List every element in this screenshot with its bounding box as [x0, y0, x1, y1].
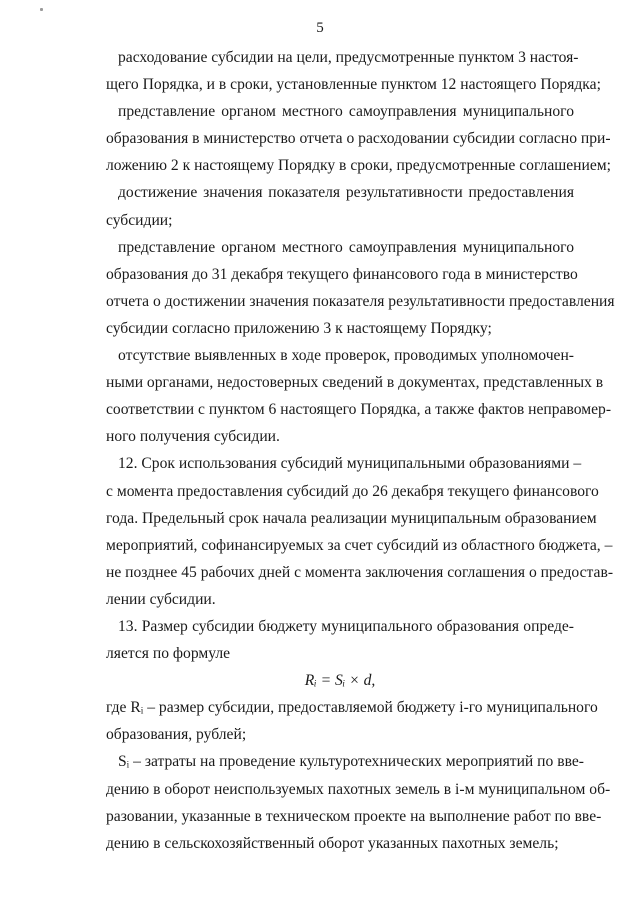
formula-line: Rᵢ = Sᵢ × d, — [304, 672, 376, 690]
text-line: разовании, указанные в техническом проекте на выполнение работ по вве- — [106, 807, 602, 825]
text-line: образования в министерство отчета о расходовании субсидии согласно при- — [106, 130, 611, 148]
text-line: ляется по формуле — [106, 645, 231, 663]
text-line: Sᵢ – затраты на проведение культуротехнических мероприятий по вве- — [118, 753, 584, 771]
text-line: представление органом местного самоуправления муниципального — [118, 238, 574, 256]
text-line: лении субсидии. — [106, 590, 216, 608]
text-line: с момента предоставления субсидий до 26 декабря текущего финансового — [106, 482, 599, 500]
text-line: отсутствие выявленных в ходе проверок, проводимых уполномочен- — [118, 347, 574, 365]
text-line: щего Порядка, и в сроки, установленные пунктом 12 настоящего Порядка; — [106, 76, 601, 94]
text-line: отчета о достижении значения показателя результативности предоставления — [106, 292, 615, 310]
text-line: дению в оборот неиспользуемых пахотных земель в i-м муниципальном об- — [106, 780, 611, 798]
text-line: субсидии согласно приложению 3 к настоящему Порядку; — [106, 319, 492, 337]
text-line: дению в сельскохозяйственный оборот указанных пахотных земель; — [106, 834, 559, 852]
text-line: не позднее 45 рабочих дней с момента заключения соглашения о предостав- — [106, 563, 614, 581]
text-line: расходование субсидии на цели, предусмотренные пунктом 3 настоя- — [118, 49, 579, 66]
text-line: 12. Срок использования субсидий муниципальными образованиями – — [118, 455, 582, 473]
scan-speck — [40, 8, 43, 11]
page-number: 5 — [316, 20, 324, 36]
text-line: года. Предельный срок начала реализации муниципальным образованием — [106, 509, 597, 527]
text-line: субсидии; — [106, 211, 173, 229]
text-line: ными органами, недостоверных сведений в документах, представленных в — [106, 374, 604, 392]
body-text — [106, 44, 615, 857]
text-line: достижение значения показателя результативности предоставления — [118, 184, 574, 202]
text-line: представление органом местного самоуправления муниципального — [118, 103, 574, 121]
text-line: соответствии с пунктом 6 настоящего Порядка, а также фактов неправомер- — [106, 401, 612, 419]
text-line: где Rᵢ – размер субсидии, предоставляемой бюджету i-го муниципального — [106, 699, 598, 717]
text-line: 13. Размер субсидии бюджету муниципального образования опреде- — [118, 617, 574, 635]
text-line: мероприятий, софинансируемых за счет субсидий из областного бюджета, – — [106, 536, 613, 554]
text-line: образования до 31 декабря текущего финансового года в министерство — [106, 265, 578, 283]
text-line: ного получения субсидии. — [106, 428, 280, 446]
text-line: ложению 2 к настоящему Порядку в сроки, предусмотренные соглашением; — [106, 157, 611, 175]
text-line: образования, рублей; — [106, 726, 247, 744]
